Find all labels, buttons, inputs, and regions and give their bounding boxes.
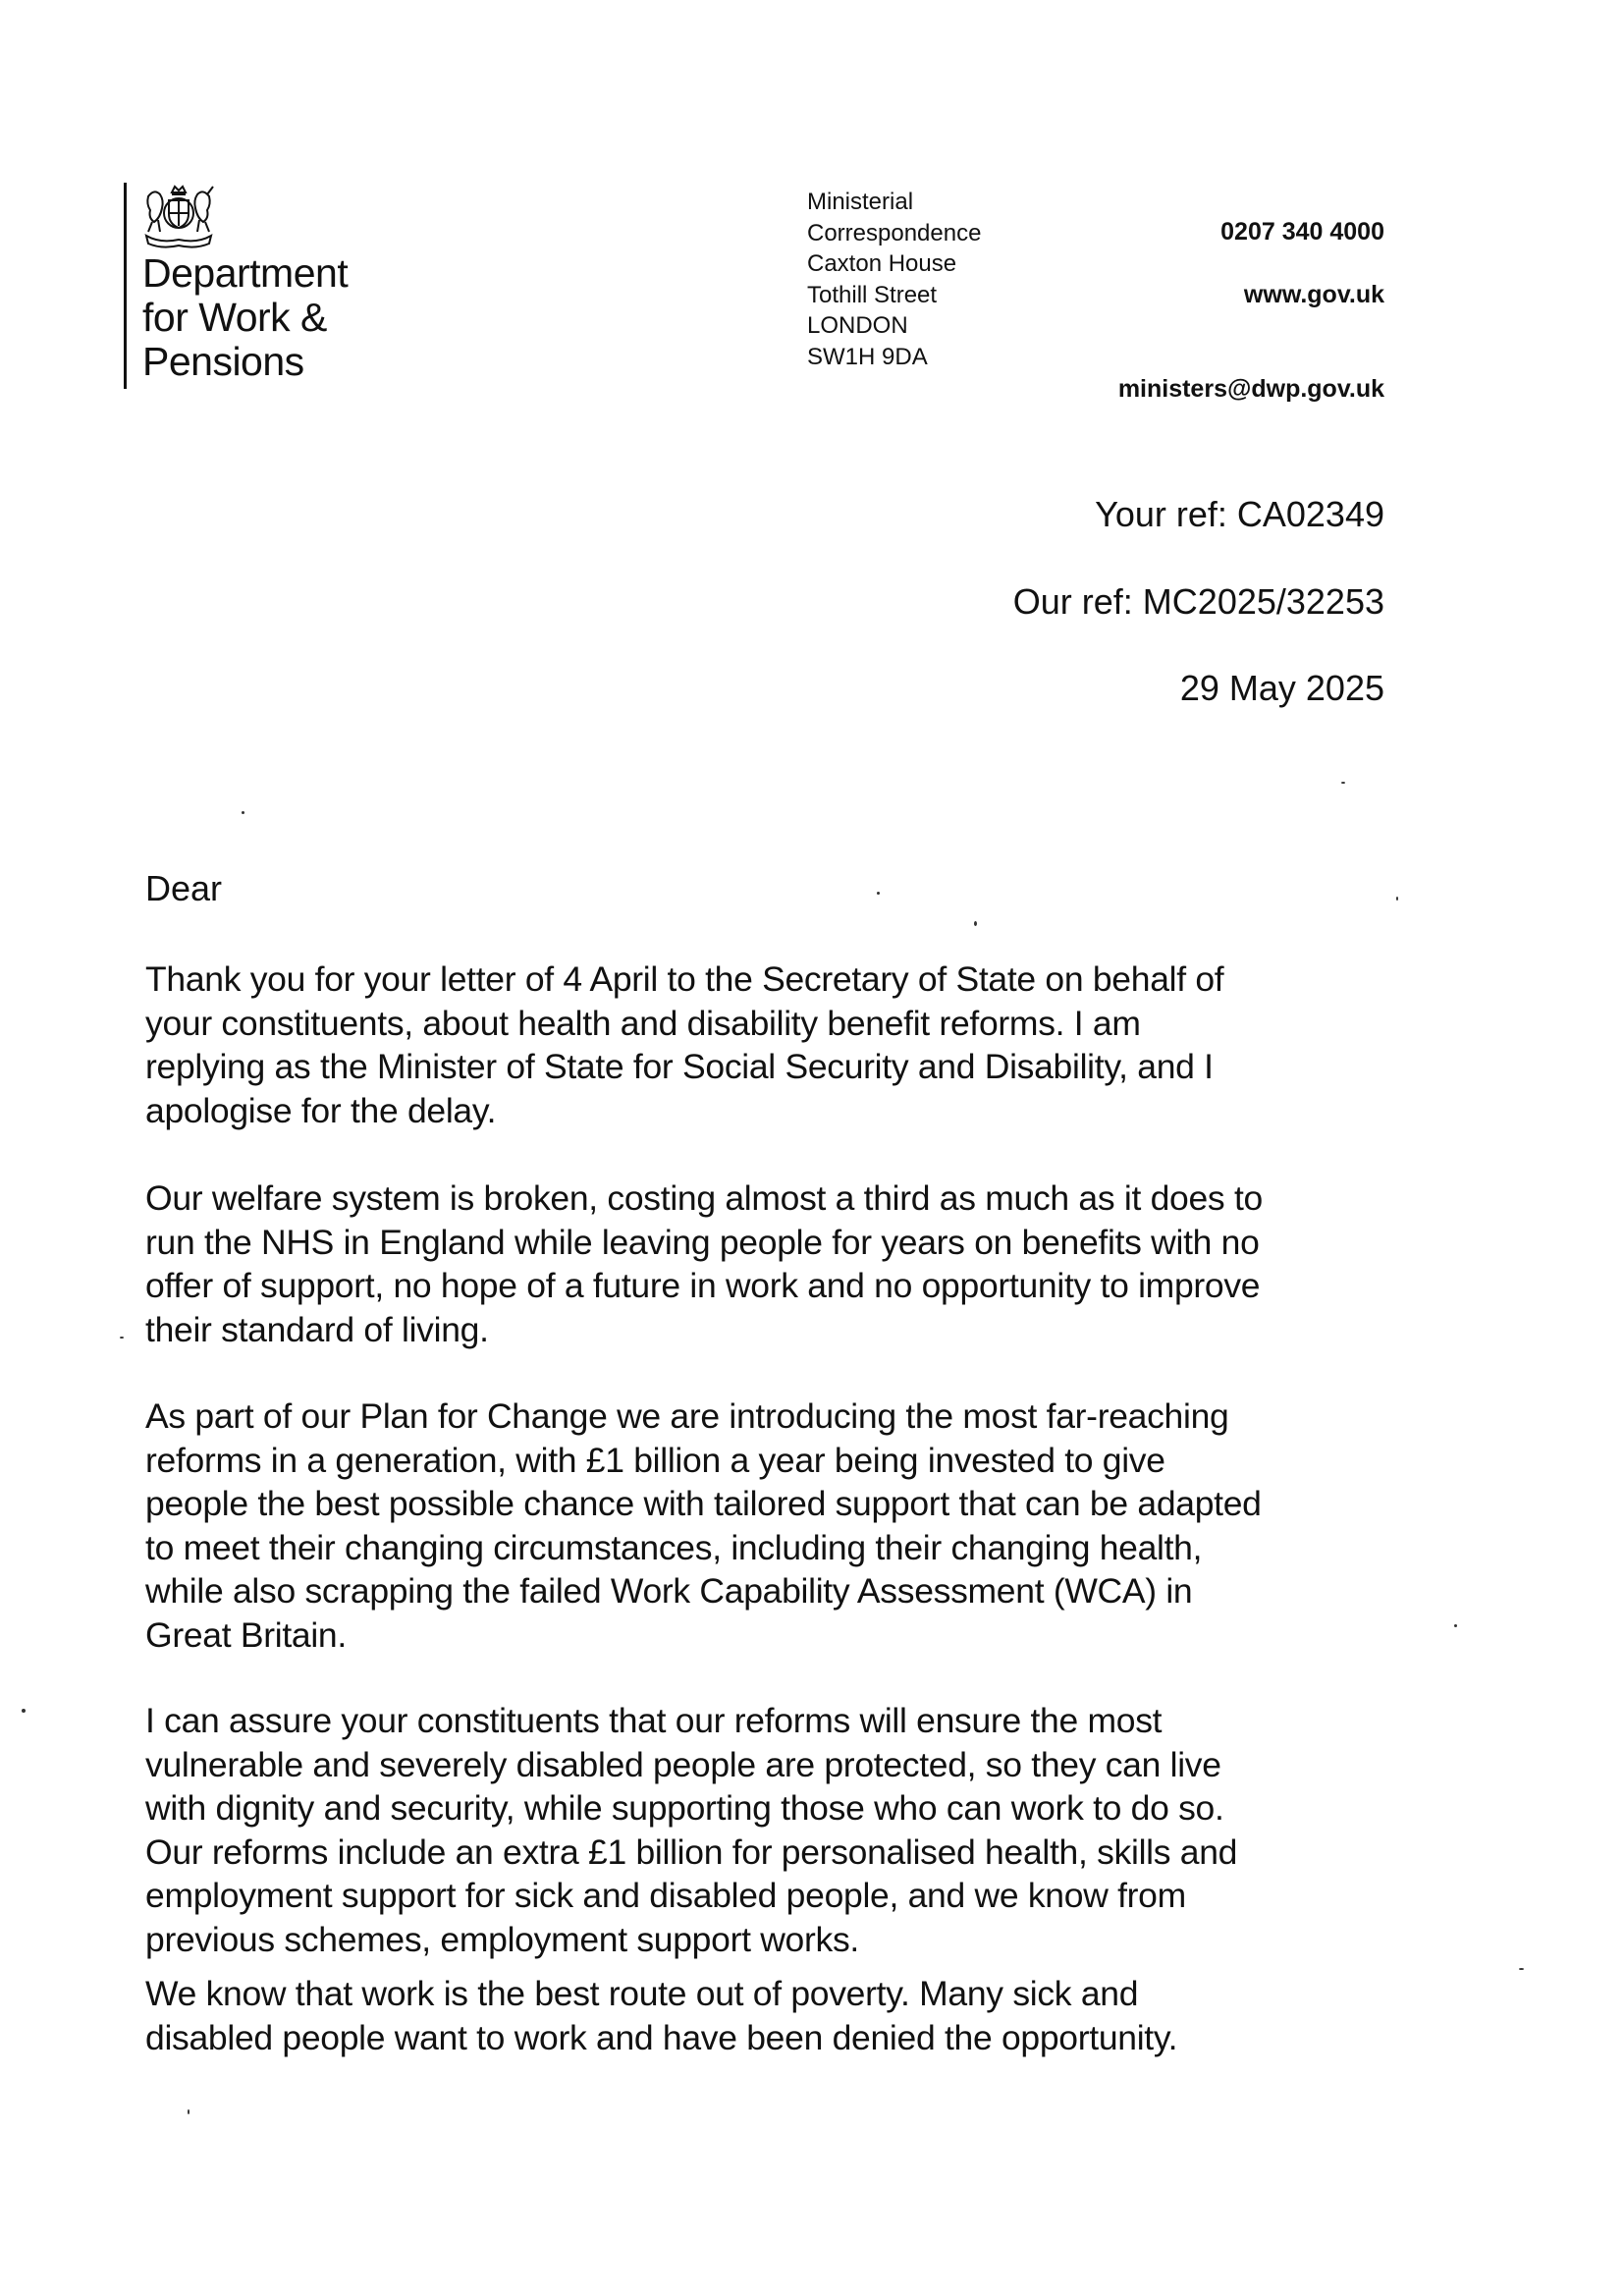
paragraph-line: with dignity and security, while supporting those who can work to do so. <box>145 1788 1224 1828</box>
paragraph-line: offer of support, no hope of a future in work and no opportunity to improve <box>145 1266 1261 1305</box>
paragraph-line: vulnerable and severely disabled people are protected, so they can live <box>145 1744 1221 1784</box>
department-line: Pensions <box>142 339 304 384</box>
scan-speck <box>877 892 880 895</box>
paragraph-line: apologise for the delay. <box>145 1090 497 1130</box>
scan-speck <box>22 1709 26 1713</box>
your-reference: Your ref: CA02349 <box>1095 494 1384 534</box>
scan-speck <box>120 1337 124 1339</box>
address-line: SW1H 9DA <box>807 343 928 370</box>
scan-speck <box>1519 1968 1524 1970</box>
postal-address <box>807 187 981 372</box>
body-paragraph-1 <box>145 957 1392 1132</box>
letter-date: 29 May 2025 <box>1179 668 1384 708</box>
paragraph-line: to meet their changing circumstances, including their changing health, <box>145 1527 1203 1567</box>
paragraph-line: Thank you for your letter of 4 April to the Secretary of State on behalf of <box>145 959 1224 999</box>
scan-speck <box>242 811 244 814</box>
logo-divider <box>124 183 127 389</box>
scan-speck <box>974 921 977 926</box>
department-line: for Work & <box>142 295 327 340</box>
address-line: Ministerial <box>807 189 914 215</box>
address-line: Caxton House <box>807 250 957 277</box>
paragraph-line: We know that work is the best route out of poverty. Many sick and <box>145 1974 1139 2013</box>
body-paragraph-3 <box>145 1394 1392 1657</box>
website-link[interactable]: www.gov.uk <box>1243 281 1384 308</box>
salutation: Dear <box>145 868 223 908</box>
body-paragraph-4 <box>145 1699 1392 1961</box>
scan-speck <box>1341 782 1345 784</box>
scan-speck <box>188 2109 189 2114</box>
department-name <box>142 251 348 384</box>
paragraph-line: Our reforms include an extra £1 billion for personalised health, skills and <box>145 1831 1238 1872</box>
paragraph-line: previous schemes, employment support works. <box>145 1919 859 1959</box>
our-reference: Our ref: MC2025/32253 <box>1012 581 1384 622</box>
paragraph-line: reforms in a generation, with £1 billion a year being invested to give <box>145 1440 1165 1480</box>
paragraph-line: As part of our Plan for Change we are introducing the most far-reaching <box>145 1396 1229 1436</box>
paragraph-line: I can assure your constituents that our reforms will ensure the most <box>145 1701 1163 1740</box>
paragraph-line: disabled people want to work and have been denied the opportunity. <box>145 2017 1178 2057</box>
scan-speck <box>1396 897 1398 901</box>
address-line: LONDON <box>807 312 908 339</box>
paragraph-line: run the NHS in England while leaving people for years on benefits with no <box>145 1222 1260 1262</box>
address-line: Correspondence <box>807 219 982 246</box>
scan-speck <box>1454 1624 1457 1627</box>
phone-number: 0207 340 4000 <box>1220 218 1384 246</box>
department-line: Department <box>142 250 349 296</box>
paragraph-line: your constituents, about health and disability benefit reforms. I am <box>145 1003 1141 1043</box>
paragraph-line: Our welfare system is broken, costing almost a third as much as it does to <box>145 1178 1263 1218</box>
paragraph-line: Great Britain. <box>145 1614 347 1655</box>
paragraph-line: employment support for sick and disabled people, and we know from <box>145 1876 1186 1915</box>
paragraph-line: replying as the Minister of State for Social Security and Disability, and I <box>145 1047 1214 1086</box>
email-link[interactable]: ministers@dwp.gov.uk <box>1117 375 1384 403</box>
paragraph-line: people the best possible chance with tailored support that can be adapted <box>145 1484 1262 1523</box>
address-line: Tothill Street <box>807 281 938 308</box>
royal-coat-of-arms-icon <box>140 183 217 251</box>
body-paragraph-5 <box>145 1972 1392 2059</box>
paragraph-line: while also scrapping the failed Work Capability Assessment (WCA) in <box>145 1571 1193 1611</box>
paragraph-line: their standard of living. <box>145 1309 489 1349</box>
body-paragraph-2 <box>145 1176 1392 1351</box>
